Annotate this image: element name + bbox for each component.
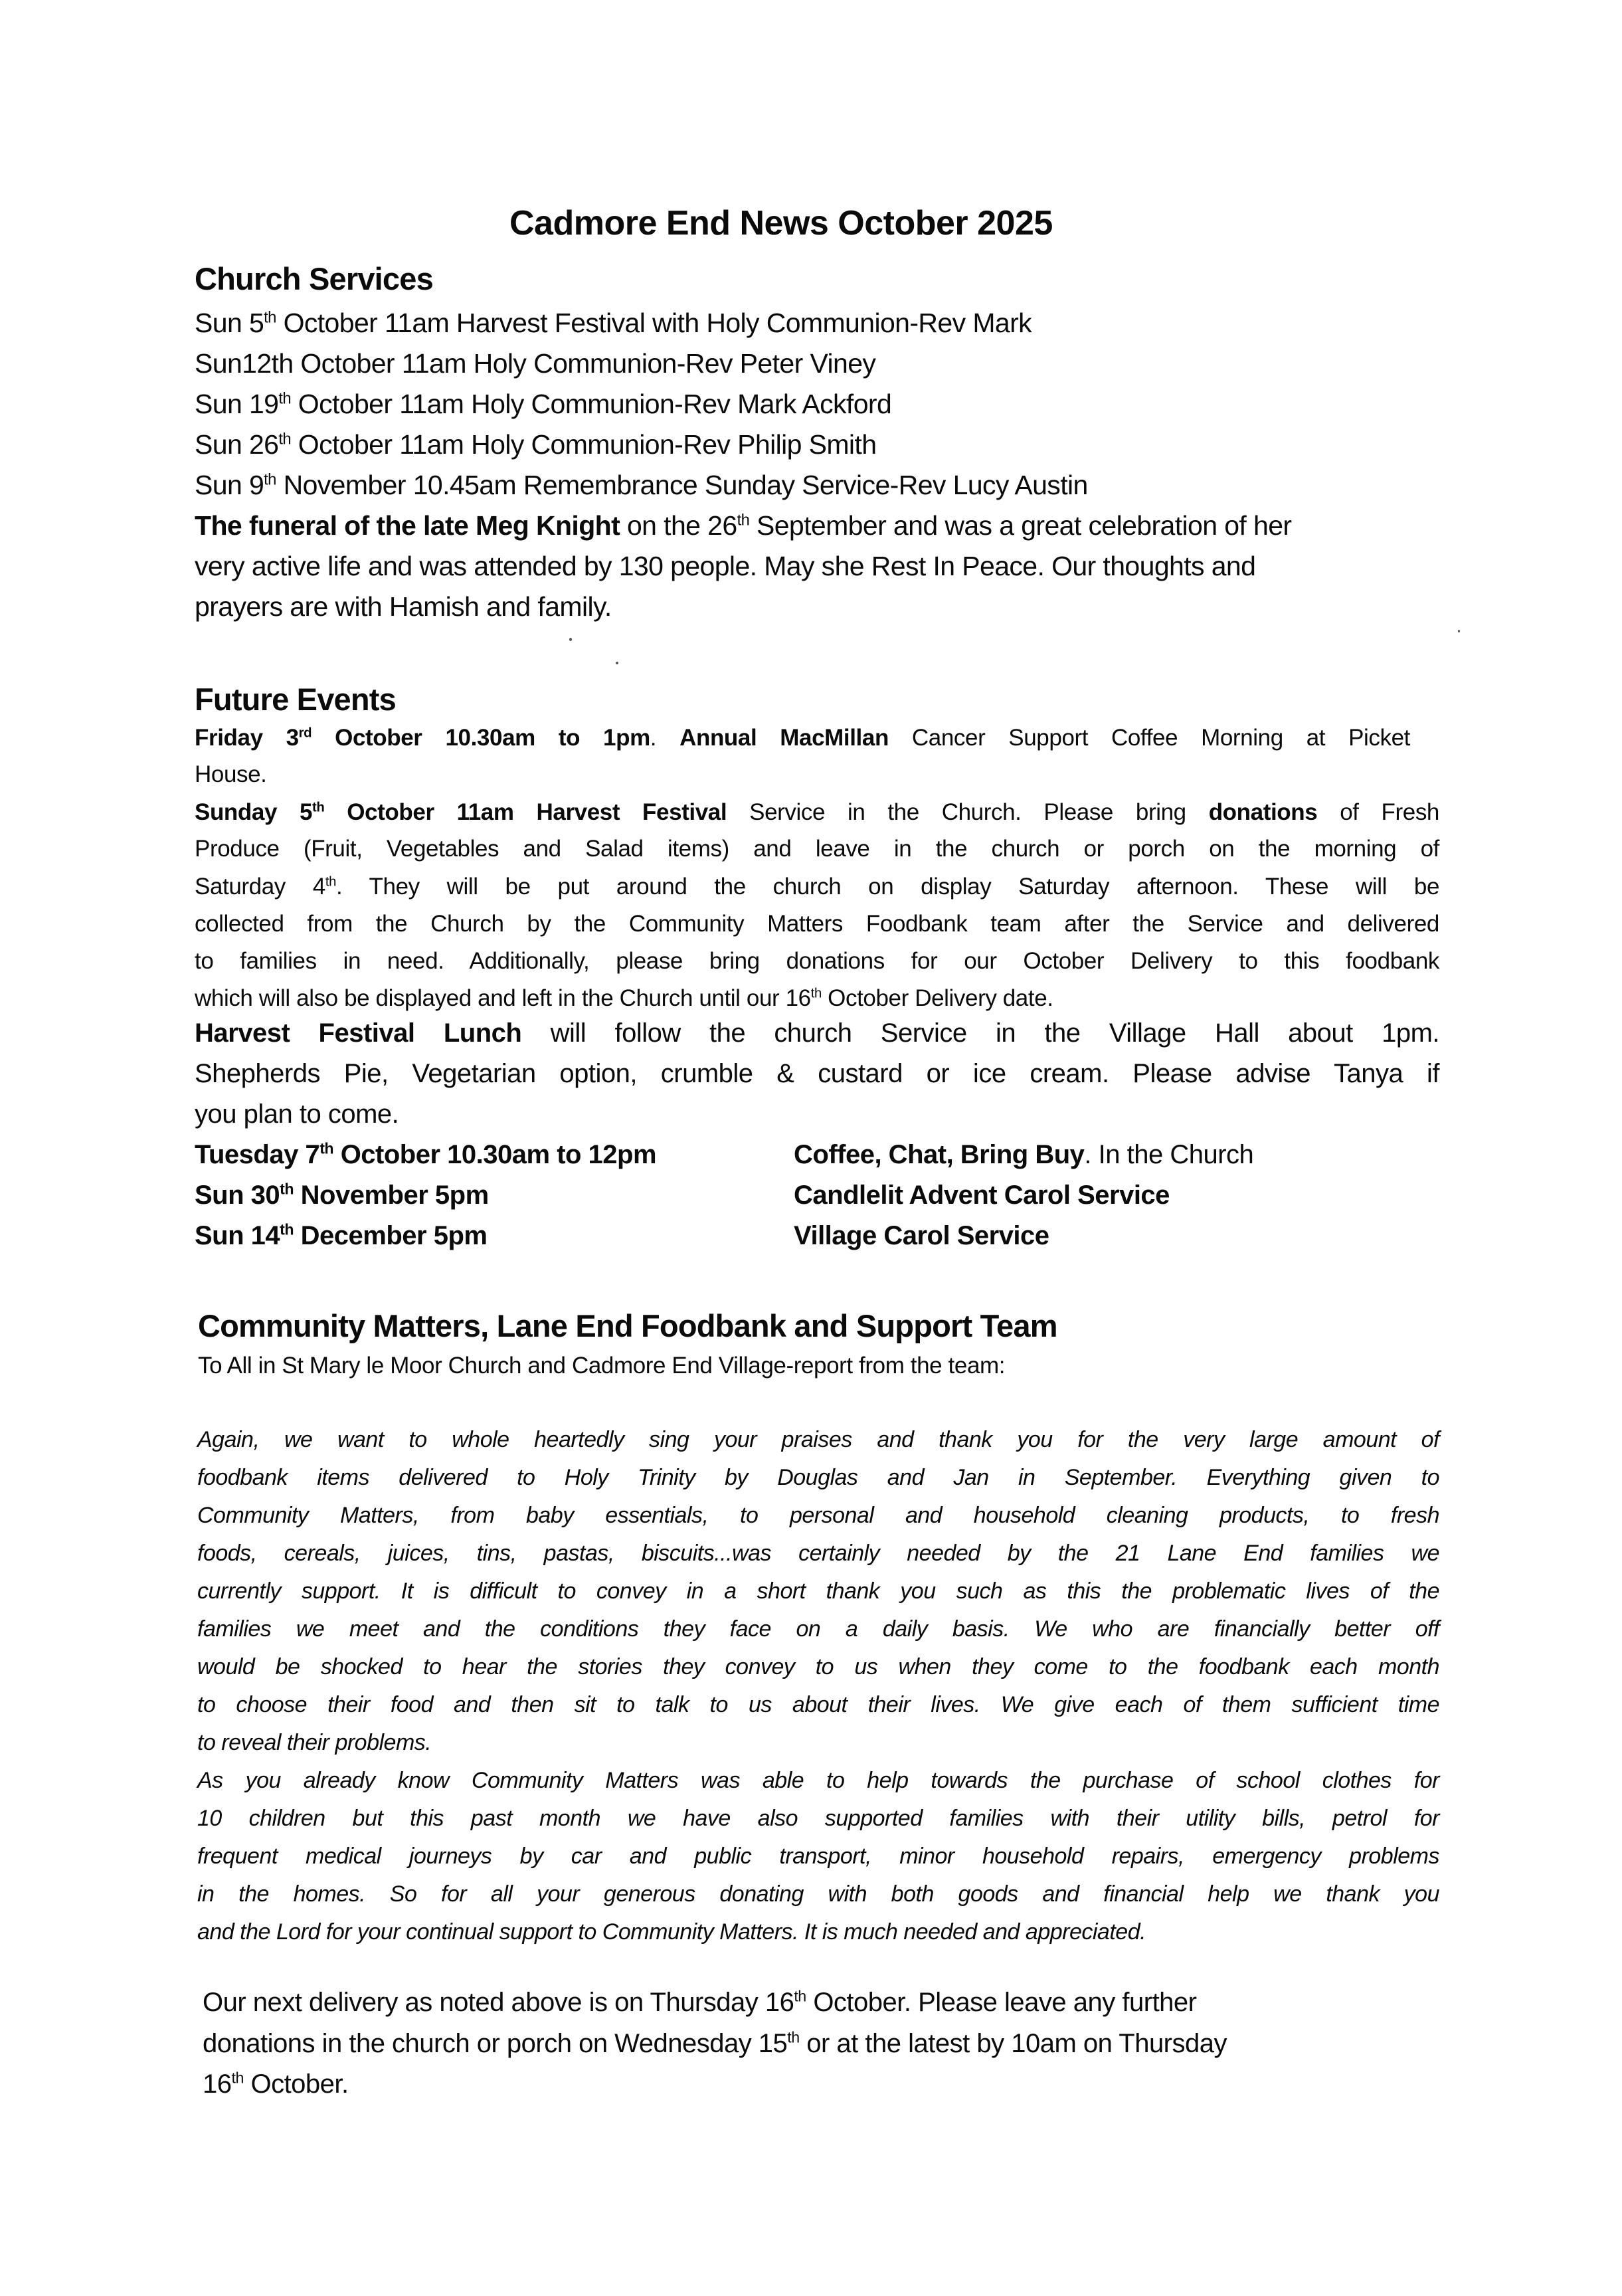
- future-events-heading: Future Events: [195, 682, 396, 717]
- harvest-festival-line-1: Sunday 5th October 11am Harvest Festival Service in the Church. Please bring donations of Fresh: [195, 799, 1440, 825]
- funeral-notice-line-3: prayers are with Hamish and family.: [195, 591, 612, 622]
- service-item: Sun 19th October 11am Holy Communion-Rev Mark Ackford: [195, 389, 892, 419]
- harvest-festival-line-3: Saturday 4th. They will be put around the church on display Saturday afternoon. These will be: [195, 874, 1440, 900]
- schedule-date: Sun 30th November 5pm: [195, 1180, 489, 1210]
- report-line: currently support. It is difficult to convey in a short thank you such as this the problematic lives of the: [197, 1578, 1439, 1604]
- report-line: frequent medical journeys by car and public transport, minor household repairs, emergency problems: [197, 1844, 1439, 1869]
- community-matters-intro: To All in St Mary le Moor Church and Cadmore End Village-report from the team:: [198, 1353, 1006, 1379]
- macmillan-event-line-2: House.: [195, 761, 267, 787]
- macmillan-event-line-1: Friday 3rd October 10.30am to 1pm. Annual MacMillan Cancer Support Coffee Morning at Picket: [195, 725, 1410, 751]
- delivery-line-1: Our next delivery as noted above is on Thursday 16th October. Please leave any further: [203, 1987, 1197, 2017]
- report-line: would be shocked to hear the stories they convey to us when they come to the foodbank each month: [197, 1654, 1439, 1679]
- funeral-notice-line-1: The funeral of the late Meg Knight on the 26th September and was a great celebration of her: [195, 510, 1292, 541]
- report-line: foods, cereals, juices, tins, pastas, biscuits...was certainly needed by the 21 Lane End families we: [197, 1541, 1439, 1566]
- harvest-festival-line-5: to families in need. Additionally, please bring donations for our October Delivery to this foodbank: [195, 948, 1439, 974]
- scan-speck: [569, 638, 572, 641]
- delivery-line-2: donations in the church or porch on Wednesday 15th or at the latest by 10am on Thursday: [203, 2028, 1227, 2058]
- delivery-line-3: 16th October.: [203, 2069, 349, 2099]
- harvest-festival-line-4: collected from the Church by the Community Matters Foodbank team after the Service and delivered: [195, 911, 1439, 937]
- report-line: Again, we want to whole heartedly sing your praises and thank you for the very large amount of: [197, 1427, 1439, 1452]
- scan-speck: [1458, 630, 1460, 632]
- church-services-heading: Church Services: [195, 261, 433, 296]
- service-item: Sun12th October 11am Holy Communion-Rev Peter Viney: [195, 348, 876, 379]
- report-line: in the homes. So for all your generous donating with both goods and financial help we thank you: [197, 1881, 1439, 1907]
- schedule-date: Sun 14th December 5pm: [195, 1220, 488, 1250]
- scan-speck: [616, 662, 618, 664]
- harvest-lunch-line-2: Shepherds Pie, Vegetarian option, crumble & custard or ice cream. Please advise Tanya if: [195, 1059, 1439, 1088]
- service-item: Sun 5th October 11am Harvest Festival with Holy Communion-Rev Mark: [195, 308, 1032, 338]
- harvest-lunch-line-1: Harvest Festival Lunch will follow the church Service in the Village Hall about 1pm.: [195, 1018, 1439, 1048]
- report-line: families we meet and the conditions they face on a daily basis. We who are financially better off: [197, 1616, 1439, 1642]
- funeral-notice-bold: The funeral of the late Meg Knight: [195, 510, 620, 541]
- report-line: 10 children but this past month we have also supported families with their utility bills, petrol for: [197, 1806, 1439, 1831]
- schedule-event: Coffee, Chat, Bring Buy. In the Church: [794, 1140, 1254, 1169]
- page-title: Cadmore End News October 2025: [509, 204, 1053, 242]
- schedule-event: Candlelit Advent Carol Service: [794, 1181, 1170, 1210]
- schedule-event: Village Carol Service: [794, 1221, 1049, 1250]
- report-line: and the Lord for your continual support to Community Matters. It is much needed and appreciated.: [197, 1919, 1146, 1945]
- schedule-date: Tuesday 7th October 10.30am to 12pm: [195, 1139, 657, 1169]
- harvest-festival-line-6: which will also be displayed and left in the Church until our 16th October Delivery date.: [195, 985, 1053, 1011]
- report-line: Community Matters, from baby essentials, to personal and household cleaning products, to fresh: [197, 1503, 1439, 1528]
- community-matters-heading: Community Matters, Lane End Foodbank and Support Team: [198, 1308, 1057, 1343]
- harvest-festival-line-2: Produce (Fruit, Vegetables and Salad items) and leave in the church or porch on the morning of: [195, 836, 1439, 862]
- report-line: to choose their food and then sit to talk to us about their lives. We give each of them sufficient time: [197, 1692, 1439, 1717]
- funeral-notice-line-2: very active life and was attended by 130 people. May she Rest In Peace. Our thoughts and: [195, 551, 1256, 581]
- report-line: foodbank items delivered to Holy Trinity by Douglas and Jan in September. Everything given to: [197, 1465, 1439, 1490]
- report-line: to reveal their problems.: [197, 1730, 432, 1755]
- service-item: Sun 9th November 10.45am Remembrance Sunday Service-Rev Lucy Austin: [195, 470, 1088, 500]
- service-item: Sun 26th October 11am Holy Communion-Rev Philip Smith: [195, 429, 877, 460]
- report-line: As you already know Community Matters was able to help towards the purchase of school clothes for: [197, 1768, 1439, 1793]
- harvest-lunch-line-3: you plan to come.: [195, 1100, 399, 1129]
